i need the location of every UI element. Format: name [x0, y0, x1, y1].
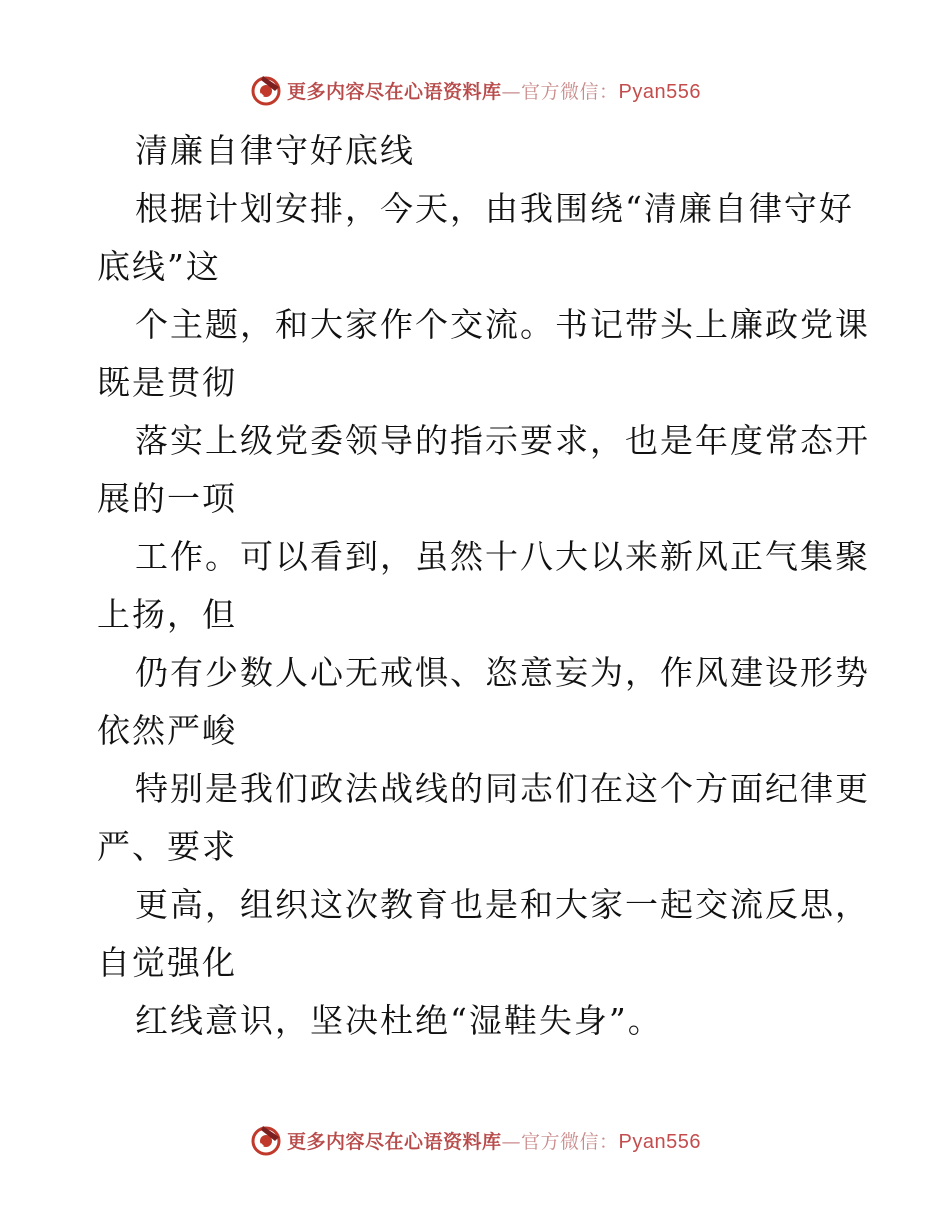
footer-banner [0, 1120, 950, 1160]
banner-site-name: 更多内容尽在心语资料库 [287, 1130, 502, 1153]
paragraph-line: 更高，组织这次教育也是和大家一起交流反思， [135, 885, 870, 924]
paragraph-line: 落实上级党委领导的指示要求，也是年度常态开 [135, 421, 870, 460]
paragraph-line: 展的一项 [97, 479, 237, 518]
paragraph-line: 底线”这 [97, 247, 221, 286]
banner-text [287, 77, 701, 104]
header-banner [0, 70, 950, 110]
paragraph-line: 依然严峻 [97, 711, 237, 750]
banner-separator: — [501, 80, 522, 103]
paragraph-line: 上扬，但 [97, 595, 237, 634]
banner-wechat-id: Pyan556 [618, 1130, 701, 1153]
banner-wechat-label: 官方微信： [521, 80, 619, 103]
banner-site-name: 更多内容尽在心语资料库 [287, 80, 502, 103]
paragraph-line: 个主题，和大家作个交流。书记带头上廉政党课 [135, 305, 870, 344]
paragraph-line: 仍有少数人心无戒惧、恣意妄为，作风建设形势 [135, 653, 870, 692]
paragraph-line: 根据计划安排，今天，由我围绕“清廉自律守好 [135, 189, 854, 228]
banner-wechat-label: 官方微信： [521, 1130, 619, 1153]
document-body [97, 122, 870, 1050]
paragraph-line: 特别是我们政法战线的同志们在这个方面纪律更 [135, 769, 870, 808]
paragraph-line: 既是贯彻 [97, 363, 237, 402]
banner-wechat-id: Pyan556 [618, 80, 701, 103]
paragraph-line: 工作。可以看到，虽然十八大以来新风正气集聚 [135, 537, 870, 576]
paragraph-line: 严、要求 [97, 827, 237, 866]
pen-logo-icon [249, 1123, 283, 1157]
pen-logo-icon [249, 73, 283, 107]
banner-text [287, 1127, 701, 1154]
paragraph-line: 自觉强化 [97, 943, 237, 982]
document-title: 清廉自律守好底线 [135, 131, 415, 170]
paragraph-line: 红线意识，坚决杜绝“湿鞋失身”。 [135, 1001, 663, 1040]
banner-separator: — [501, 1130, 522, 1153]
